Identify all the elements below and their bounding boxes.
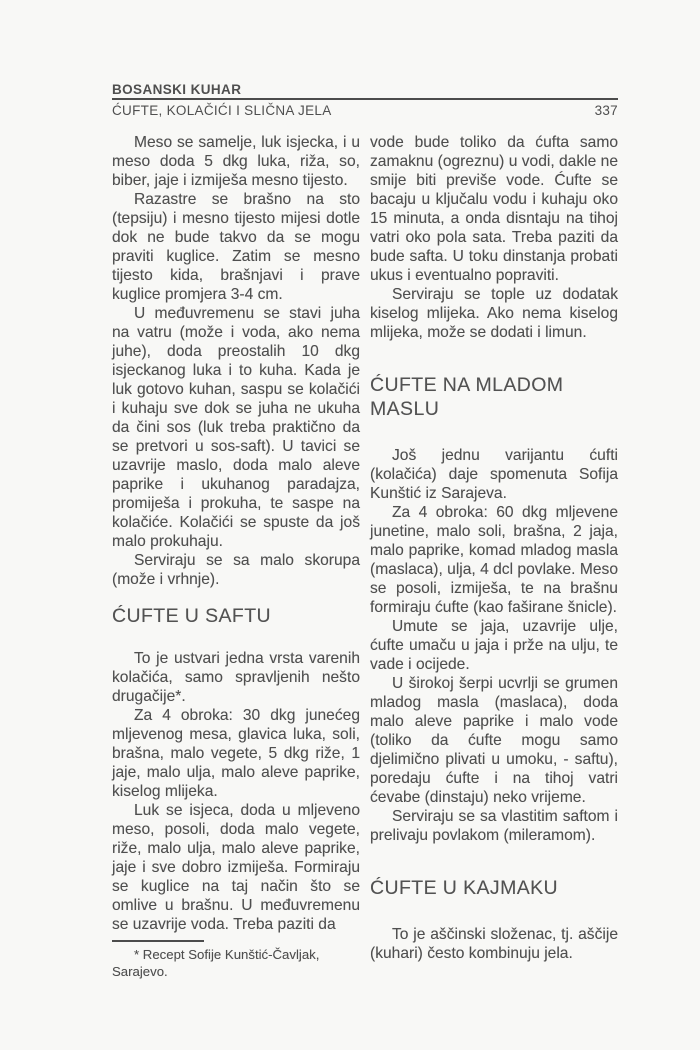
body-paragraph: Još jednu varijantu ćufti (kolačića) daje spomenuta Sofija Kunštić iz Sarajeva. bbox=[370, 447, 618, 502]
page-number: 337 bbox=[594, 103, 618, 118]
body-paragraph: Luk se isjeca, doda u mljeveno meso, posoli, doda malo vegete, riže, malo ulja, malo aleve paprike, jaje i sve dobro izmiješa. Formiraju se kuglice na taj način što se omlive u brašnu. U međuvremenu se uzavrije voda. Treba paziti da bbox=[112, 802, 360, 933]
footnote-text: * Recept Sofije Kunštić-Čavljak, Sarajevo. bbox=[112, 947, 320, 979]
page-header bbox=[112, 82, 618, 118]
body-paragraph: Umute se jaja, uzavrije ulje, ćufte umaču u jaja i prže na ulju, te vade i ocijede. bbox=[370, 618, 618, 673]
body-paragraph: U širokoj šerpi ucvrlji se grumen mladog masla (maslaca), doda malo aleve paprike i malo vode (toliko da ćufte mogu samo djelimično plivati u umoku, - saftu), poredaju ćufte i na tihoj vatri ćevabe (dinstaju) neko vrijeme. bbox=[370, 675, 618, 806]
body-paragraph: U međuvremenu se stavi juha na vatru (može i voda, ako nema juhe), doda preostalih 10 dkg isjeckanog luka i to kuha. Kada je luk gotovo kuhan, saspu se kolačići i kuhaju sve dok se juha ne ukuha da čini sos (luk treba praktično da se pretvori u sos-saft). U tavici se uzavrije maslo, doda malo aleve paprike i ukuhanog paradajza, promiješa i prokuha, te saspe na kolačiće. Kolačići se spuste da još malo prokuhaju. bbox=[112, 305, 360, 550]
left-column bbox=[112, 133, 360, 980]
footnote bbox=[112, 940, 360, 980]
header-rule bbox=[112, 98, 618, 100]
recipe-heading-cufte-u-saftu: ĆUFTE U SAFTU bbox=[112, 605, 272, 627]
right-column bbox=[370, 133, 618, 963]
body-paragraph: Serviraju se sa vlastitim saftom i prelivaju povlakom (mileramom). bbox=[370, 808, 618, 844]
body-paragraph: Za 4 obroka: 30 dkg junećeg mljevenog mesa, glavica luka, soli, brašna, malo vegete, 5 dkg riže, 1 jaje, malo ulja, malo aleve paprike, kiselog mlijeka. bbox=[112, 707, 360, 800]
body-paragraph: To je ustvari jedna vrsta varenih kolačića, samo spravljenih nešto drugačije*. bbox=[112, 650, 360, 705]
chapter-row bbox=[112, 103, 618, 118]
body-paragraph: Za 4 obroka: 60 dkg mljevene junetine, malo soli, brašna, 2 jaja, malo paprike, komad mladog masla (maslaca), ulja, 4 dcl povlake. Meso se posoli, izmiješa, te na brašnu formiraju ćufte (kao faširane šnicle). bbox=[370, 504, 618, 616]
body-paragraph: To je aščinski složenac, tj. aščije (kuhari) često kombinuju jela. bbox=[370, 926, 618, 962]
chapter-title: ĆUFTE, KOLAČIĆI I SLIČNA JELA bbox=[112, 103, 332, 118]
body-paragraph: Serviraju se sa malo skorupa (može i vrhnje). bbox=[112, 552, 360, 588]
body-paragraph: Meso se samelje, luk isjecka, i u meso doda 5 dkg luka, riža, so, biber, jaje i izmiješa mesno tijesto. bbox=[112, 134, 360, 189]
body-paragraph: vode bude toliko da ćufta samo zamaknu (ogreznu) u vodi, dakle ne smije biti previše vode. Ćufte se bacaju u ključalu vodu i kuhaju oko 15 minuta, a onda disntaju na tihoj vatri oko pola sata. Treba paziti da bude safta. U toku dinstanja probati ukus i eventualno popraviti. bbox=[370, 134, 618, 284]
body-paragraph: Serviraju se tople uz dodatak kiselog mlijeka. Ako nema kiselog mlijeka, može se dodati i limun. bbox=[370, 286, 618, 341]
body-paragraph: Razastre se brašno na sto (tepsiju) i mesno tijesto mijesi dotle dok ne bude takvo da se mogu praviti kuglice. Zatim se mesno tijesto kida, brašnjavi i prave kuglice promjera 3-4 cm. bbox=[112, 191, 360, 303]
book-title: BOSANSKI KUHAR bbox=[112, 82, 242, 97]
recipe-heading-cufte-u-kajmaku: ĆUFTE U KAJMAKU bbox=[370, 877, 559, 899]
footnote-rule bbox=[112, 940, 204, 942]
recipe-heading-cufte-na-mladom-maslu: ĆUFTE NA MLADOM MASLU bbox=[370, 374, 564, 420]
